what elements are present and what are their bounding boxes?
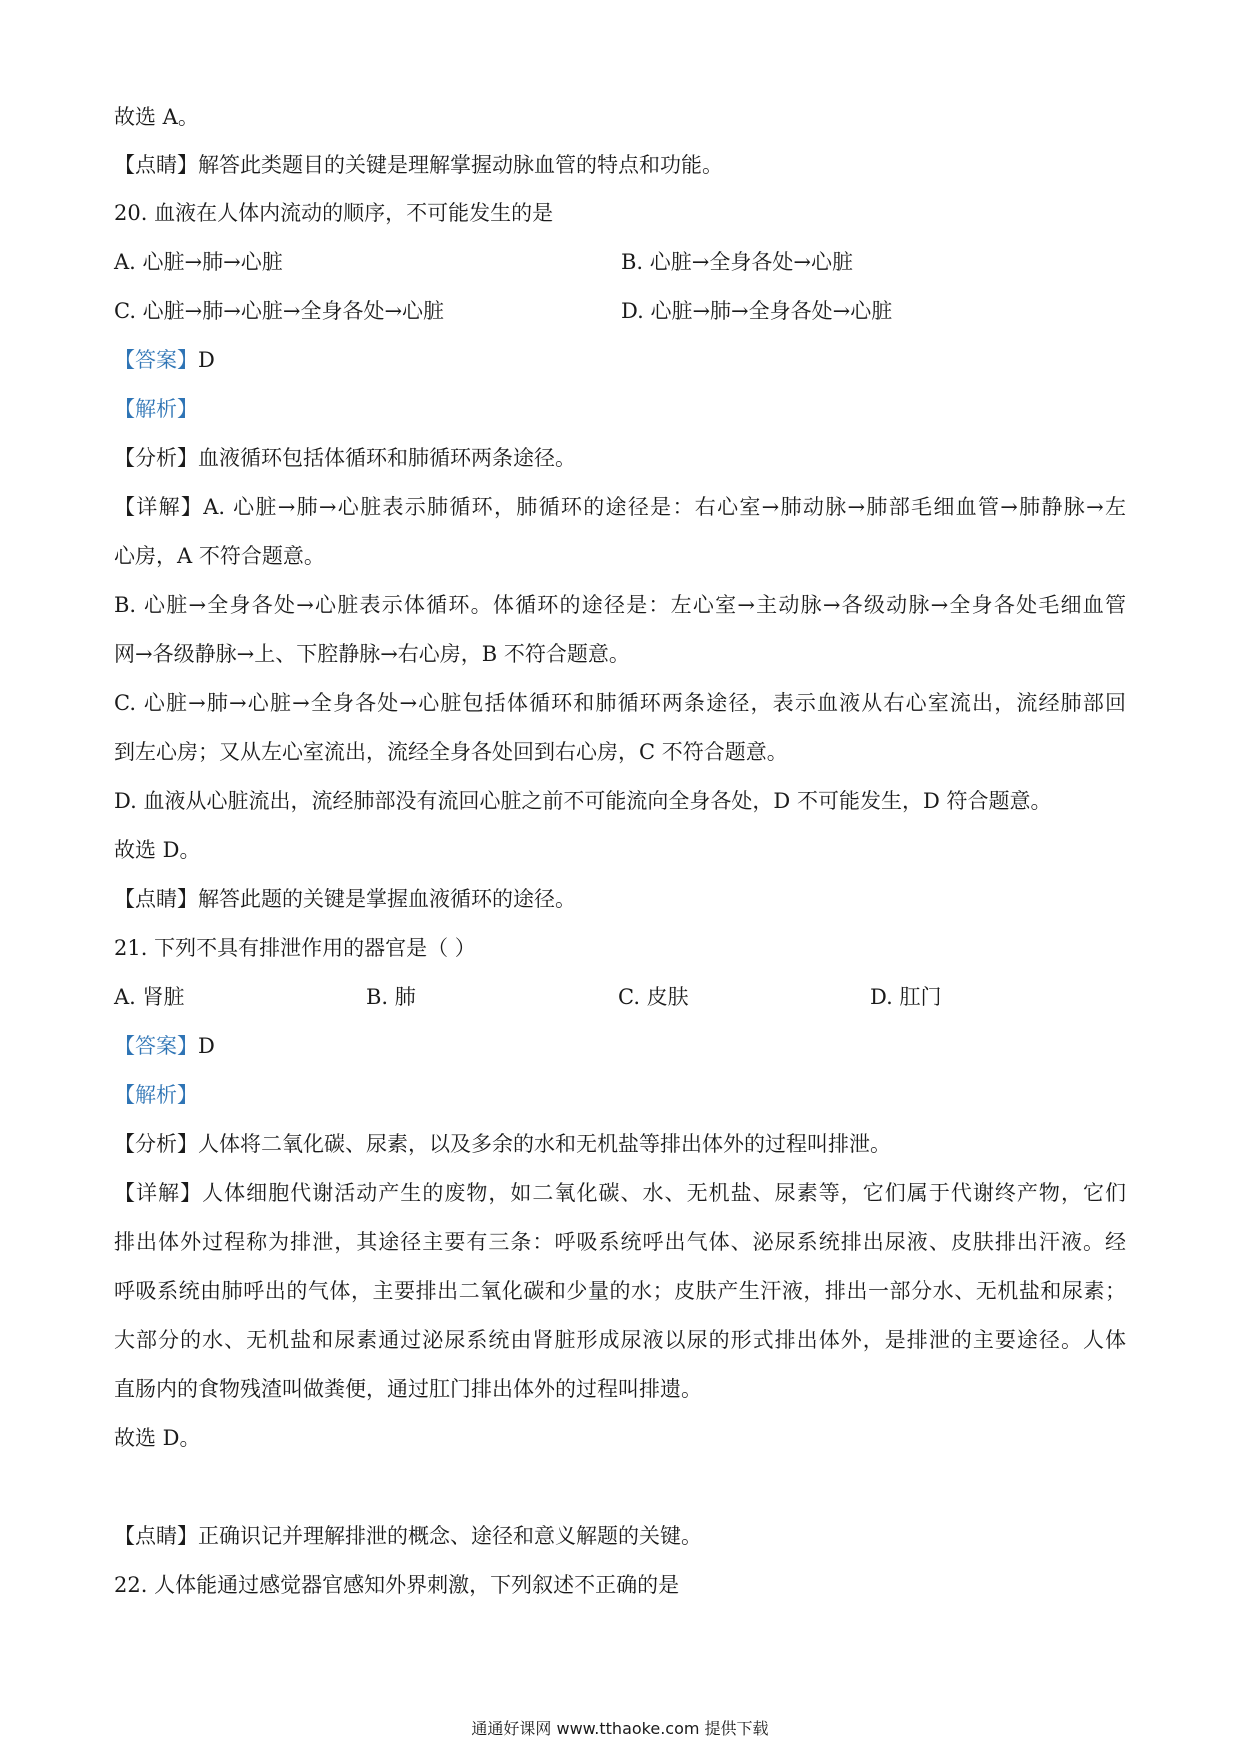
key-point-tag: 【点睛】 [114,887,198,911]
question-20-detail-line-6: 到左心房；又从左心室流出，流经全身各处回到右心房，C 不符合题意。 [114,740,788,764]
question-20-detail-line-7: D. 血液从心脏流出，流经肺部没有流回心脏之前不可能流向全身各处，D 不可能发生，D 符合题意。 [114,789,1052,813]
conclusion-line: 故选 A。 [114,105,199,129]
question-20-stem: 20. 血液在人体内流动的顺序，不可能发生的是 [114,201,554,225]
question-20-option-d: D. 心脏→肺→全身各处→心脏 [621,299,893,323]
question-20-detail-line-5: C. 心脏→肺→心脏→全身各处→心脏包括体循环和肺循环两条途径，表示血液从右心室流出，流经肺部回 [114,691,1126,715]
question-20-analysis-tag: 【解析】 [114,397,198,421]
question-21-option-d: D. 肛门 [870,985,942,1009]
question-21-analysis-tag: 【解析】 [114,1083,198,1107]
question-20-conclusion: 故选 D。 [114,838,201,862]
question-21-option-a: A. 肾脏 [114,985,185,1009]
answer-tag: 【答案】 [114,1034,198,1058]
detail-text: 人体细胞代谢活动产生的废物，如二氧化碳、水、无机盐、尿素等，它们属于代谢终产物，它们 [202,1181,1127,1205]
question-20-detail-line-3: B. 心脏→全身各处→心脏表示体循环。体循环的途径是：左心室→主动脉→各级动脉→全身各处毛细血管 [114,593,1126,617]
answer-value: D [198,348,215,372]
detail-tag: 【详解】 [114,1181,203,1205]
detail-tag: 【详解】 [114,495,204,519]
question-21-conclusion: 故选 D。 [114,1426,201,1450]
fenxi-text: 人体将二氧化碳、尿素，以及多余的水和无机盐等排出体外的过程叫排泄。 [198,1132,891,1156]
question-21-option-b: B. 肺 [366,985,416,1009]
question-21-key-point [114,1521,702,1551]
question-21-detail-line-1 [114,1178,1126,1208]
question-20-key-point [114,884,576,914]
fenxi-tag: 【分析】 [114,446,198,470]
fenxi-tag: 【分析】 [114,1132,198,1156]
question-20-detail-line-1 [114,492,1126,522]
question-21-detail-line-3: 呼吸系统由肺呼出的气体，主要排出二氧化碳和少量的水；皮肤产生汗液，排出一部分水、无机盐和尿素； [114,1279,1126,1303]
question-21-detail-line-4: 大部分的水、无机盐和尿素通过泌尿系统由肾脏形成尿液以尿的形式排出体外，是排泄的主要途径。人体 [114,1328,1126,1352]
question-21-detail-line-5: 直肠内的食物残渣叫做粪便，通过肛门排出体外的过程叫排遗。 [114,1377,702,1401]
question-21-stem: 21. 下列不具有排泄作用的器官是（ ） [114,936,476,960]
question-20-answer [114,345,215,375]
question-20-fenxi [114,443,576,473]
key-point-tag: 【点睛】 [114,1524,198,1548]
key-point-text: 解答此类题目的关键是理解掌握动脉血管的特点和功能。 [198,153,723,177]
page-footer: 通通好课网 www.tthaoke.com 提供下载 [471,1719,769,1738]
answer-value: D [198,1034,215,1058]
detail-text: A. 心脏→肺→心脏表示肺循环，肺循环的途径是：右心室→肺动脉→肺部毛细血管→肺静脉→左 [203,495,1127,519]
question-20-option-c: C. 心脏→肺→心脏→全身各处→心脏 [114,299,445,323]
fenxi-text: 血液循环包括体循环和肺循环两条途径。 [198,446,576,470]
key-point-text: 解答此题的关键是掌握血液循环的途径。 [198,887,576,911]
question-21-answer [114,1031,215,1061]
question-20-option-b: B. 心脏→全身各处→心脏 [621,250,853,274]
key-point-text: 正确识记并理解排泄的概念、途径和意义解题的关键。 [198,1524,702,1548]
question-21-fenxi [114,1129,891,1159]
question-20-detail-line-4: 网→各级静脉→上、下腔静脉→右心房，B 不符合题意。 [114,642,630,666]
question-20-option-a: A. 心脏→肺→心脏 [114,250,283,274]
key-point-tag: 【点睛】 [114,153,198,177]
question-21-option-c: C. 皮肤 [618,985,689,1009]
answer-tag: 【答案】 [114,348,198,372]
question-22-stem: 22. 人体能通过感觉器官感知外界刺激，下列叙述不正确的是 [114,1573,680,1597]
question-21-detail-line-2: 排出体外过程称为排泄，其途径主要有三条：呼吸系统呼出气体、泌尿系统排出尿液、皮肤排出汗液。经 [114,1230,1126,1254]
key-point-line [114,150,723,180]
question-20-detail-line-2: 心房，A 不符合题意。 [114,544,325,568]
